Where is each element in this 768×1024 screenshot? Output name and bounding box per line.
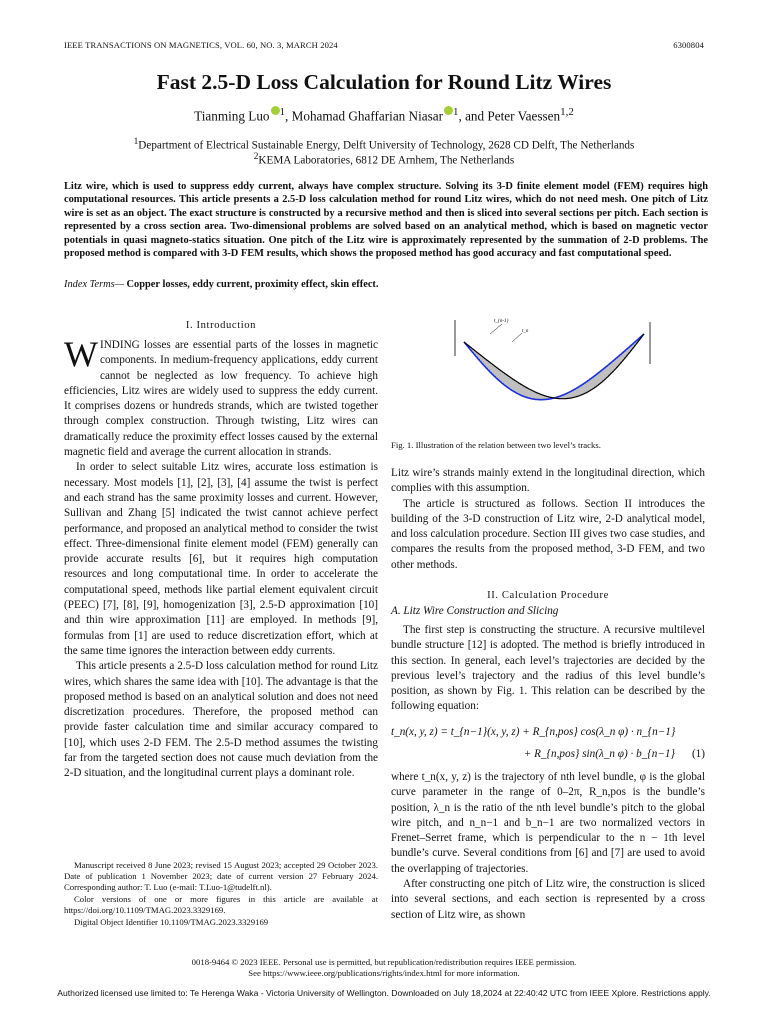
intro-paragraph-3: This article presents a 2.5-D loss calculation method for round Litz wires, which shares the same idea with [10]. The advantage is that the proposed method is based on an analytical solution and does not need discretization procedures. Therefore, the proposed method can provide faster calculation time and similar accuracy compared to [10], which uses 2-D FEM. The 2.5-D method assumes the twisting far from the targeted section does not cause much deviation from the 2-D situation, and the longitudinal current plays a dominant role. [64,660,378,780]
index-terms [64,278,708,291]
leader-line [512,333,522,342]
inner-track-curve [464,334,644,399]
litz-track-illustration [452,312,664,430]
affiliation-sup: 1 [133,137,139,147]
equation-1-line-1: t_n(x, y, z) = t_{n−1}(x, y, z) + R_{n,pos} cos(λ_n φ) · n_{n−1} [391,726,676,738]
figure-caption: Fig. 1. Illustration of the relation between two level’s tracks. [391,440,601,450]
abstract: Litz wire, which is used to suppress eddy current, always have complex structure. Solving its 3-D finite element model (FEM) requires high computational resources. This article presents a 2.5-D loss calculation method for round Litz wires, which do not need mesh. One pitch of Litz wire is set as an object. The exact structure is constructed by a recursive method and then is sliced into several sections per pitch. Each section is represented by a cross section area. Two-dimensional problems are solved based on an analytical method, which is based on magnetic vector potentials in quasi magneto-statics situation. One pitch of the Litz wire is approximately represented by the summation of 2-D problems. The proposed method is compared with 3-D FEM results, which shows the proposed method has good accuracy and fast computational speed. [64,181,708,260]
intro-paragraph-1 [64,334,378,460]
footnote-rule [64,855,378,856]
author-3: , and Peter Vaessen [458,108,561,124]
license-notice: Authorized licensed use limited to: Te Herenga Waka - Victoria University of Wellington. Downloaded on July 18,2024 at 22:40:42 UTC from IEEE Xplore. Restrictions apply. [57,988,711,998]
calc-paragraph-1 [391,623,705,715]
affiliation-sup: 2 [253,152,259,162]
calc-p1-text: The first step is constructing the structure. A recursive multilevel bundle structure [12] is adopted. The method is briefly introduced in this section. In general, each level’s trajectories are decided by the previous level’s trajectory and the radius of this level bundle’s position, as shown by Fig. 1. This relation can be described by the following equation: [391,624,705,713]
author-3-affil: 1,2 [560,106,574,118]
subsection-heading-a: A. Litz Wire Construction and Slicing [391,605,559,617]
left-column [64,334,378,782]
copyright-notice [0,957,768,980]
author-1-affil: 1 [279,106,286,118]
footnote-doi: Digital Object Identifier 10.1109/TMAG.2023.3329169 [74,917,269,927]
footnote-manuscript: Manuscript received 8 June 2023; revised 15 August 2023; accepted 29 October 2023. Date of publication 1 November 2023; date of current version 27 February 2024. Corresponding author: T. Luo (e-mail: T.Luo-1@tudelft.nl). [64,860,378,892]
equation-number: (1) [691,748,705,760]
right-paragraph-2: The article is structured as follows. Section II introduces the building of the 3-D construction of Litz wire, 2-D analytical model, and loss calculation procedure. Section III gives two case studies, and compares the results from the proposed method, 3-D FEM, and two other methods. [391,497,705,571]
orcid-icon[interactable] [271,106,280,115]
right-column-top [391,466,705,573]
label-t-n: t_n [522,329,529,334]
intro-p1-text: INDING losses are essential parts of the losses in magnetic components. In medium-frequency applications, eddy current cannot be neglected as low frequency. To achieve high efficiencies, Litz wires are widely used to suppress the eddy current. It comprises dozens or hundreds strands, which are twisted together through complex construction. Through twisting, Litz wires can dramatically reduce the proximity effect losses caused by the external magnetic field and average the current allocation in strands. [64,339,378,459]
calc-paragraph-2: where t_n(x, y, z) is the trajectory of nth level bundle, φ is the global curve parameter in the range of 0–2π, R_n,pos is the bundle’s position, λ_n is the ratio of the nth level bundle’s pitch to the global wire pitch, and n_n−1 and b_n−1 are two normalized vectors in Frenet–Serret frame, which is perpendicular to the n − 1th level bundle’s curve. Several conditions from [6] and [7] are used to avoid the overlapping of trajectories. [391,771,705,875]
author-1: Tianming Luo [194,108,270,124]
copyright-line-1: 0018-9464 © 2023 IEEE. Personal use is permitted, but republication/redistribution requires IEEE permission. [191,957,577,967]
orcid-icon[interactable] [444,106,453,115]
footnote-color: Color versions of one or more figures in this article are available at https://doi.org/10.1109/TMAG.2023.3329169. [64,894,378,915]
journal-header: IEEE TRANSACTIONS ON MAGNETICS, VOL. 60, NO. 3, MARCH 2024 [64,40,338,50]
right-column-bottom [391,770,705,923]
right-paragraph-1: Litz wire’s strands mainly extend in the longitudinal direction, which complies with this assumption. [391,467,705,495]
author-2: , Mohamad Ghaffarian Niasar [285,108,443,124]
footnote [64,860,378,929]
index-terms-text: Copper losses, eddy current, proximity effect, skin effect. [123,279,379,290]
label-t-n-minus-1: t_{n-1} [494,319,509,324]
page-id: 6300804 [673,40,704,50]
figure-1 [452,312,664,430]
section-heading-introduction: I. Introduction [185,320,257,331]
affiliation-2 [0,152,768,167]
section-heading-calculation: II. Calculation Procedure [487,590,609,601]
leader-line [490,324,502,334]
drop-cap: W [64,334,98,374]
affiliation-1 [0,137,768,152]
equation-1-line-2: + R_{n,pos} sin(λ_n φ) · b_{n−1} [523,748,675,760]
calc-paragraph-3: After constructing one pitch of Litz wire, the construction is sliced into several sections, and each section is represented by a cross section of Litz wire, as shown [391,878,705,921]
author-2-affil: 1 [452,106,459,118]
index-terms-label: Index Terms— [64,279,124,290]
affiliation-text: Department of Electrical Sustainable Energy, Delft University of Technology, 2628 CD Delft, The Netherlands [138,139,635,152]
affiliation-text: KEMA Laboratories, 6812 DE Arnhem, The Netherlands [258,154,515,167]
paper-title: Fast 2.5-D Loss Calculation for Round Litz Wires [156,70,612,94]
copyright-line-2[interactable]: See https://www.ieee.org/publications/rights/index.html for more information. [248,968,520,979]
intro-paragraph-2: In order to select suitable Litz wires, accurate loss estimation is necessary. Most models [1], [2], [3], [4] assume the twist is perfect and each strand has the same proximity losses and current. However, Sullivan and Zhang [5] indicated the twist cannot achieve perfect performance, and proposed an analytical method to consider the twist effect. Three-dimensional finite element model (FEM) generally can provide accurate results [6], but it requires high computation resources and long computational time. In order to accelerate the computational speed, methods like partial element equivalent circuit (PEEC) [7], [8], [9], homogenization [3], 2.5-D approximation [10] and thin wire approximation [11] are employed. In methods [9], formulas from [1] are used to reduce discretization effort, which at the same time ignores the interaction between eddy currents. [64,461,378,657]
author-list [0,106,768,124]
